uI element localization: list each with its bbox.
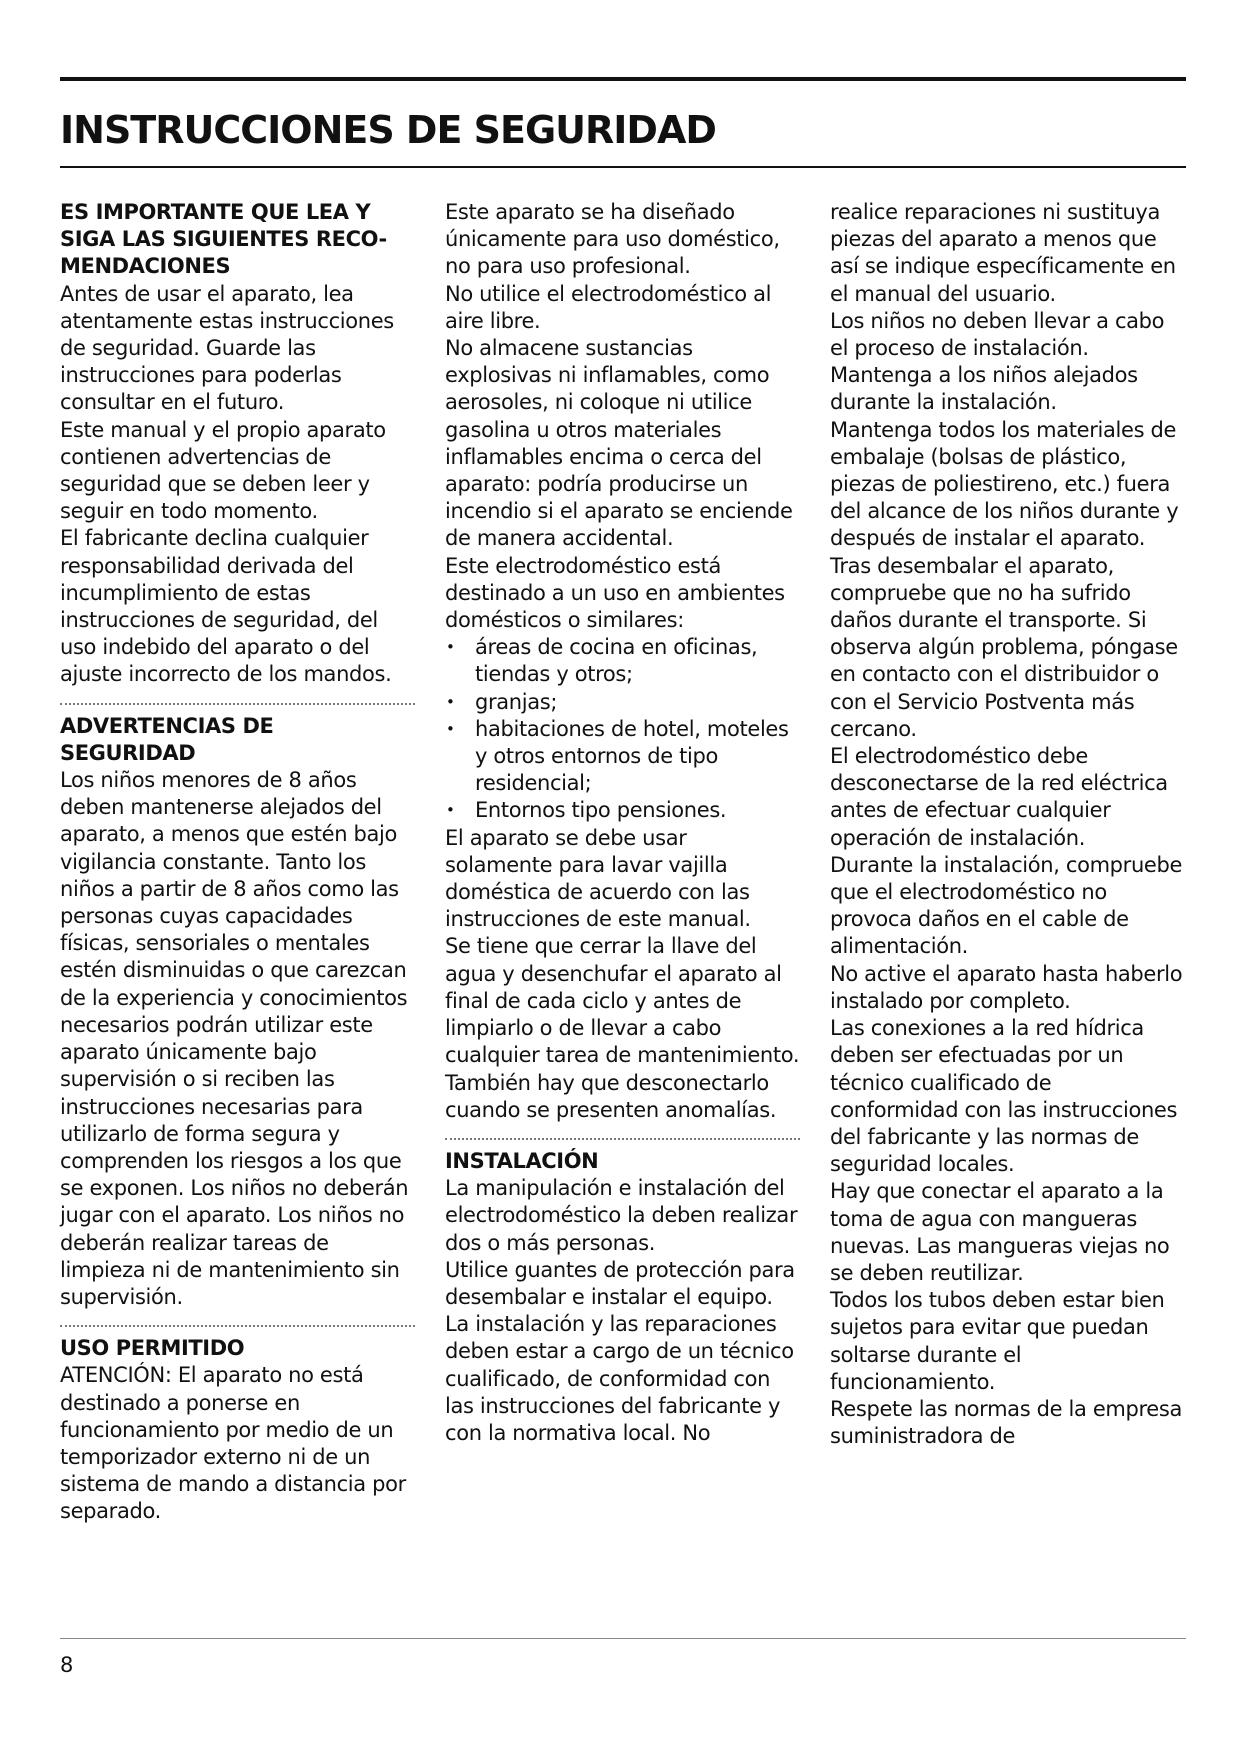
paragraph: realice reparaciones ni sustituya piezas del aparato a menos que así se indique específicamente en el manual del usuario.: [830, 200, 1176, 306]
paragraph: Todos los tubos deben estar bien sujetos para evitar que puedan soltarse durante el funcionamiento.: [830, 1288, 1165, 1394]
paragraph: Este manual y el propio aparato contienen advertencias de seguridad que se deben leer y seguir en todo momento.: [60, 417, 386, 524]
paragraph: El aparato se debe usar solamente para lavar vajilla doméstica de acuerdo con las instrucciones de este manual.: [445, 825, 751, 932]
dotted-separator: [60, 703, 415, 705]
dotted-separator: [445, 1138, 800, 1140]
paragraph: Antes de usar el aparato, lea atentamente estas instrucciones de seguridad. Guarde las instrucciones para poderlas consultar en el futuro.: [60, 281, 394, 415]
dotted-separator: [60, 1325, 415, 1327]
paragraph: Durante la instalación, compruebe que el electrodoméstico no provoca daños en el cable de alimentación.: [830, 852, 1183, 959]
paragraph: Los niños no deben llevar a cabo el proceso de instalación.: [830, 308, 1165, 361]
section-heading-recomendaciones: ES IMPORTANTE QUE LEA Y SIGA LAS SIGUIENTES RECO-MENDACIONES: [60, 200, 387, 279]
footer-rule: [60, 1638, 1186, 1639]
paragraph: La manipulación e instalación del electrodoméstico la deben realizar dos o más personas.: [445, 1176, 798, 1255]
column-3: [830, 199, 1185, 1450]
section-heading-advertencias: ADVERTENCIAS DE SEGURIDAD: [60, 713, 274, 765]
paragraph: No almacene sustancias explosivas ni inflamables, como aerosoles, ni coloque ni utilice gasolina u otros materiales inflamables encima o cerca del aparato: podría producirse un incendio si el aparato se enciende de manera accidental.: [445, 336, 793, 551]
paragraph: Mantenga a los niños alejados durante la instalación.: [830, 363, 1138, 415]
paragraph: Mantenga todos los materiales de embalaje (bolsas de plástico, piezas de poliestireno, etc.) fuera del alcance de los niños durante y después de instalar el aparato.: [830, 417, 1179, 551]
top-rule: [60, 77, 1186, 81]
paragraph: Las conexiones a la red hídrica deben ser efectuadas por un técnico cualificado de conformidad con las instrucciones del fabricante y las normas de seguridad locales.: [830, 1016, 1178, 1177]
list-item: • áreas de cocina en oficinas, tiendas y otros;: [445, 634, 800, 688]
list-item: • granjas;: [445, 689, 800, 716]
paragraph: Este aparato se ha diseñado únicamente para uso doméstico, no para uso profesional.: [445, 200, 780, 279]
paragraph: No utilice el electrodoméstico al aire libre.: [445, 281, 772, 333]
paragraph: El electrodoméstico debe desconectarse de la red eléctrica antes de efectuar cualquier operación de instalación.: [830, 744, 1168, 850]
paragraph: También hay que desconectarlo cuando se presenten anomalías.: [445, 1070, 777, 1122]
section-heading-uso-permitido: USO PERMITIDO: [60, 1336, 245, 1361]
paragraph: La instalación y las reparaciones deben estar a cargo de un técnico cualificado, de conformidad con las instrucciones del fabricante y con la normativa local. No: [445, 1312, 794, 1445]
column-2: [445, 199, 800, 1447]
paragraph: Este electrodoméstico está destinado a un uso en ambientes domésticos o similares:: [445, 553, 785, 633]
column-1: [60, 199, 415, 1526]
paragraph: Los niños menores de 8 años deben mantenerse alejados del aparato, a menos que estén bajo vigilancia constante. Tanto los niños a partir de 8 años como las personas cuyas capacidades físicas, sensoriales o mentales estén disminuidas o que carezcan de la experiencia y conocimientos necesarios podrán utilizar este aparato únicamente bajo supervisión o si reciben las instrucciones necesarias para utilizarlo de forma segura y comprenden los riesgos a los que se exponen. Los niños no deberán jugar con el aparato. Los niños no deberán realizar tareas de limpieza ni de mantenimiento sin supervisión.: [60, 768, 409, 1309]
paragraph: No active el aparato hasta haberlo instalado por completo.: [830, 961, 1183, 1013]
page-title: INSTRUCCIONES DE SEGURIDAD: [60, 108, 716, 152]
paragraph: Respete las normas de la empresa suministradora de: [830, 1396, 1182, 1449]
paragraph: Utilice guantes de protección para desembalar e instalar el equipo.: [445, 1257, 795, 1309]
title-underline: [60, 166, 1186, 168]
list-item: • habitaciones de hotel, moteles y otros entornos de tipo residencial;: [445, 716, 800, 798]
paragraph: Hay que conectar el aparato a la toma de agua con mangueras nuevas. Las mangueras viejas no se deben reutilizar.: [830, 1179, 1170, 1285]
paragraph: Tras desembalar el aparato, compruebe que no ha sufrido daños durante el transporte. Si observa algún problema, póngase en contacto con el distribuidor o con el Servicio Postventa más cercano.: [830, 553, 1178, 741]
section-heading-instalacion: INSTALACIÓN: [445, 1148, 599, 1173]
paragraph: ATENCIÓN: El aparato no está destinado a ponerse en funcionamiento por medio de un temporizador externo ni de un sistema de mando a distancia por separado.: [60, 1363, 406, 1524]
bullet-list: [445, 634, 800, 824]
list-item: • Entornos tipo pensiones.: [445, 797, 800, 824]
page-number: 8: [60, 1653, 74, 1677]
paragraph: Se tiene que cerrar la llave del agua y desenchufar el aparato al final de cada ciclo y antes de limpiarlo o de llevar a cabo cualquier tarea de mantenimiento.: [445, 934, 800, 1068]
paragraph: El fabricante declina cualquier responsabilidad derivada del incumplimiento de estas instrucciones de seguridad, del uso indebido del aparato o del ajuste incorrecto de los mandos.: [60, 526, 392, 687]
